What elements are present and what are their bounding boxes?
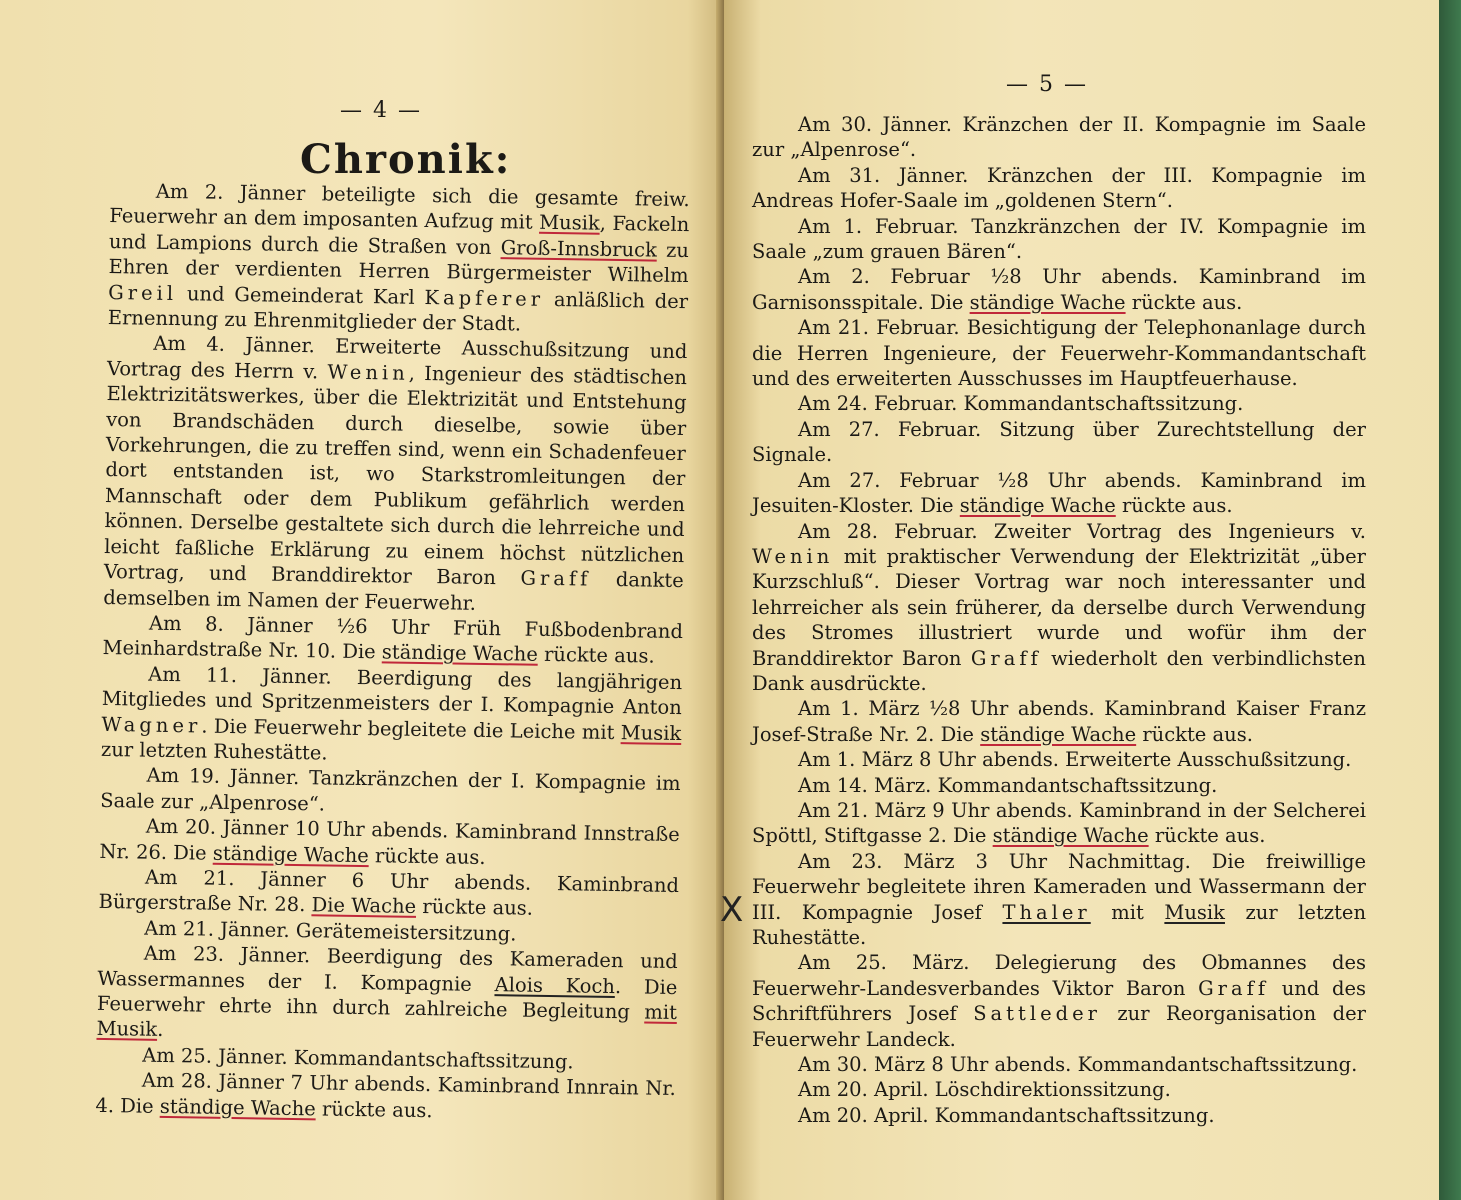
marked-text: ständige Wache xyxy=(212,841,370,867)
marked-text: Wenin xyxy=(327,360,409,385)
right-entry xyxy=(752,1052,1366,1077)
right-entry xyxy=(752,519,1366,697)
right-entry xyxy=(752,214,1366,265)
entry-text: zu Ehren der verdienten Herren Bürgermeister Wilhelm xyxy=(108,238,690,288)
entry-text: zur letzten Ruhestätte. xyxy=(752,900,1367,949)
entry-text: . Die Feuerwehr begleitete die Leiche mit xyxy=(201,714,621,744)
entry-text: Am 28. Februar. Zweiter Vortrag des Ingenieurs v. xyxy=(798,519,1366,543)
entry-text: Am 19. Jänner. Tanzkränzchen der I. Kompagnie im Saale zur „Alpenrose“. xyxy=(100,763,681,816)
entry-text: . Die Feuerwehr ehrte ihn durch zahlreiche Begleitung xyxy=(96,974,678,1024)
entry-text: Am 21. März 9 Uhr abends. Kaminbrand in der Selcherei Spöttl, Stiftgasse 2. Die xyxy=(752,798,1366,848)
entry-text: Am 8. Jänner ½6 Uhr Früh Fußbodenbrand Meinhardstraße Nr. 10. Die xyxy=(102,611,684,664)
entry-text: Am 21. Jänner. Gerätemeistersitzung. xyxy=(144,916,517,946)
marked-text: Graff xyxy=(1198,976,1270,1000)
left-entry xyxy=(100,762,681,822)
right-page xyxy=(724,0,1461,1200)
entry-text: Am 1. Februar. Tanzkränzchen der IV. Kompagnie im Saale „zum grauen Bären“. xyxy=(752,214,1366,264)
entry-text: Am 14. März. Kommandantschaftssitzung. xyxy=(798,773,1218,797)
entry-text: Am 21. Jänner 6 Uhr abends. Kaminbrand Bürgerstraße Nr. 28. xyxy=(98,865,680,917)
entry-text: Am 2. Februar ½8 Uhr abends. Kaminbrand im Garnisonsspitale. Die xyxy=(752,265,1366,314)
entry-text: Am 25. Jänner. Kommandantschaftssitzung. xyxy=(142,1043,574,1074)
entry-text: Am 28. Jänner 7 Uhr abends. Kaminbrand Innrain Nr. 4. Die xyxy=(95,1068,676,1118)
left-entry xyxy=(103,330,687,619)
right-entry xyxy=(752,950,1366,1052)
left-entry xyxy=(101,661,683,772)
right-entry xyxy=(752,773,1366,798)
marked-text: Die Wache xyxy=(311,893,417,919)
entry-text: Am 27. Februar. Sitzung über Zurechtstellung der Signale. xyxy=(752,417,1366,467)
entry-text: rückte aus. xyxy=(1148,824,1266,848)
entry-text: rückte aus. xyxy=(1125,290,1243,314)
left-page-text xyxy=(95,178,690,1127)
entry-text: rückte aus. xyxy=(537,643,655,668)
right-entry xyxy=(752,264,1366,315)
entry-text: mit xyxy=(1090,900,1165,924)
entry-text: mit praktischer Verwendung der Elektrizität „über Kurzschluß“. Dieser Vortrag war noch interessanter und lehrreicher als sein früherer, da derselbe durch Verwendung des Stromes illustriert wurde und wofür ihm der Branddirektor Baron xyxy=(752,544,1366,670)
right-entry xyxy=(752,468,1366,519)
entry-text: Am 31. Jänner. Kränzchen der III. Kompagnie im Andreas Hofer-Saale im „goldenen Stern“. xyxy=(752,163,1366,213)
marked-text: Alois Koch xyxy=(494,972,616,998)
entry-text: und des Schriftführers Josef xyxy=(752,976,1366,1026)
marked-text: Musik xyxy=(1164,900,1225,924)
right-entry xyxy=(752,1077,1366,1102)
right-entry xyxy=(752,849,1366,951)
entry-text: Am 25. März. Delegierung des Obmannes des Feuerwehr-Landesverbandes Viktor Baron xyxy=(752,951,1366,1000)
handwritten-x-mark: X xyxy=(720,890,744,930)
marked-text: Sattleder xyxy=(973,1002,1101,1026)
right-entry xyxy=(752,163,1366,214)
entry-text: rückte aus. xyxy=(415,895,534,921)
entry-text: Am 21. Februar. Besichtigung der Telephonanlage durch die Herren Ingenieure, der Feuerwehr-Kommandantschaft und des erweiterten Ausschusses im Hauptfeuerhause. xyxy=(752,316,1366,391)
left-entry xyxy=(108,178,690,340)
right-entry xyxy=(752,1103,1366,1128)
entry-text: zur letzten Ruhestätte. xyxy=(100,737,328,765)
entry-text: rückte aus. xyxy=(368,843,486,869)
entry-text: Am 1. März ½8 Uhr abends. Kaminbrand Kaiser Franz Josef-Straße Nr. 2. Die xyxy=(752,697,1366,746)
left-page xyxy=(0,0,724,1200)
entry-text: zur Reorganisation der Feuerwehr Landeck. xyxy=(752,1002,1366,1051)
marked-text: ständige Wache xyxy=(980,722,1137,746)
entry-text: und Gemeinderat Karl xyxy=(176,281,425,309)
entry-text: anläßlich der Ernennung zu Ehrenmitglieder der Stadt. xyxy=(107,287,689,336)
right-entry xyxy=(752,747,1366,772)
marked-text: ständige Wache xyxy=(159,1094,316,1120)
entry-text: , Ingenieur des städtischen Elektrizitätswerkes, über die Elektrizität und Entstehung von Brandschäden durch dieselbe, sowie über Vorkehrungen, die zu treffen sind, wenn ein Schadenfeuer dort entstanden ist, wo Starkstromleitungen der Mannschaft oder dem Publikum gefährlich werden können. Derselbe gestaltete sich durch die lehrreiche und leicht faßliche Erklärung zu einem höchst nützlichen Vortrag, und Branddirektor Baron xyxy=(103,361,688,590)
right-entry xyxy=(752,417,1366,468)
marked-text: Musik xyxy=(620,720,682,745)
marked-text: ständige Wache xyxy=(969,290,1126,314)
entry-text: rückte aus. xyxy=(315,1096,433,1122)
marked-text: mit Musik xyxy=(96,1000,678,1042)
chapter-title: Chronik: xyxy=(300,136,512,183)
marked-text: Greil xyxy=(108,280,178,305)
left-entry xyxy=(99,813,680,873)
entry-text: Am 30. Jänner. Kränzchen der II. Kompagnie im Saale zur „Alpenrose“. xyxy=(752,113,1366,162)
entry-text: . xyxy=(157,1018,164,1042)
marked-text: Graff xyxy=(520,566,592,591)
entry-text: dankte demselben im Namen der Feuerwehr. xyxy=(103,567,684,615)
right-page-text xyxy=(752,112,1366,1128)
marked-text: Musik xyxy=(538,211,600,236)
entry-text: Am 2. Jänner beteiligte sich die gesamte freiw. Feuerwehr an dem imposanten Aufzug mit xyxy=(109,179,690,235)
left-entry xyxy=(102,610,683,670)
right-entry xyxy=(752,696,1366,747)
page-number-4: — 4 — xyxy=(340,98,422,123)
page-number-5: — 5 — xyxy=(1006,72,1088,97)
marked-text: ständige Wache xyxy=(992,824,1149,848)
entry-text: wiederholt den verbindlichsten Dank ausdrückte. xyxy=(752,646,1366,695)
right-entry xyxy=(752,798,1366,849)
marked-text: Wenin xyxy=(752,544,834,568)
entry-text: Am 4. Jänner. Erweiterte Ausschußsitzung und Vortrag des Herrn v. xyxy=(106,332,688,384)
cover-edge xyxy=(1439,0,1461,1200)
left-entry xyxy=(96,940,678,1051)
entry-text: Am 20. April. Löschdirektionssitzung. xyxy=(798,1078,1171,1102)
marked-text: ständige Wache xyxy=(959,494,1116,518)
entry-text: rückte aus. xyxy=(1136,722,1253,746)
entry-text: , Fackeln und Lampions durch die Straßen von xyxy=(108,212,690,259)
right-entry xyxy=(752,112,1366,163)
entry-text: Am 27. Februar ½8 Uhr abends. Kaminbrand im Jesuiten-Kloster. Die xyxy=(752,468,1366,518)
left-entry xyxy=(98,864,679,924)
left-entry xyxy=(95,1067,676,1127)
marked-text: ständige Wache xyxy=(381,640,539,667)
entry-text: rückte aus. xyxy=(1115,494,1233,518)
entry-text: Am 20. Jänner 10 Uhr abends. Kaminbrand Innstraße Nr. 26. Die xyxy=(99,814,680,865)
entry-text: Am 23. Jänner. Beerdigung des Kameraden und Wassermannes der I. Kompagnie xyxy=(97,941,678,996)
entry-text: Am 1. März 8 Uhr abends. Erweiterte Ausschußsitzung. xyxy=(798,748,1352,772)
marked-text: Groß-Innsbruck xyxy=(500,235,658,262)
marked-text: Thaler xyxy=(1002,900,1091,924)
entry-text: Am 24. Februar. Kommandantschaftssitzung. xyxy=(798,392,1244,416)
marked-text: Kapferer xyxy=(424,285,545,311)
right-entry xyxy=(752,391,1366,416)
entry-text: Am 20. April. Kommandantschaftssitzung. xyxy=(798,1103,1215,1127)
marked-text: Graff xyxy=(970,646,1042,670)
entry-text: Am 23. März 3 Uhr Nachmittag. Die freiwillige Feuerwehr begleitete ihren Kameraden und Wassermann der III. Kompagnie Josef xyxy=(752,849,1366,924)
entry-text: Am 11. Jänner. Beerdigung des langjährigen Mitgliedes und Spritzenmeisters der I. Kompagnie Anton xyxy=(101,662,683,720)
right-entry xyxy=(752,315,1366,391)
entry-text: Am 30. März 8 Uhr abends. Kommandantschaftssitzung. xyxy=(798,1053,1358,1077)
marked-text: Wagner xyxy=(101,712,202,738)
